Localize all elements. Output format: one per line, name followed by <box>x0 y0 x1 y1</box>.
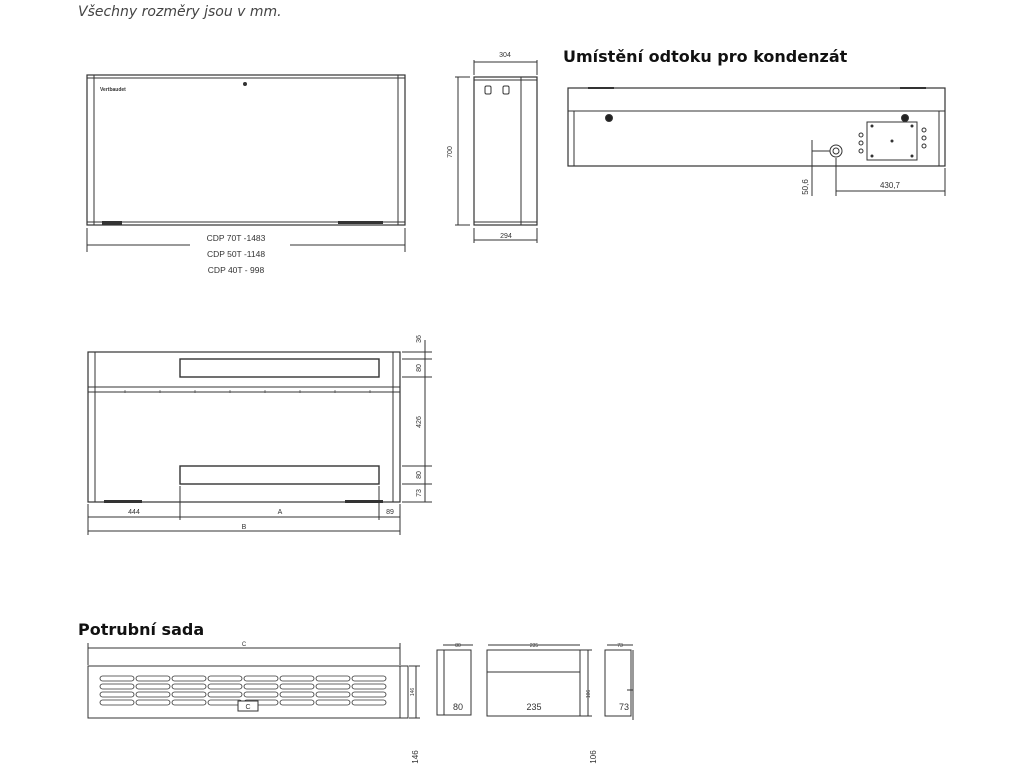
pipe-kit-part-3 <box>487 643 592 716</box>
rear-dim-b: B <box>241 524 247 531</box>
rear-dim-89: 89 <box>386 509 394 516</box>
pipe-kit-part-2 <box>437 643 473 715</box>
rear-view <box>88 335 432 535</box>
brand-label: Vertbaudet <box>100 87 126 93</box>
rear-dim-426: 426 <box>416 416 423 428</box>
part3-top-label: 235 <box>529 643 539 649</box>
grille-center-label: C <box>245 704 251 711</box>
drain-vertical-dimension: 50,6 <box>801 179 810 195</box>
side-height: 700 <box>447 146 454 158</box>
part2-top-label: 80 <box>455 643 461 649</box>
below-label-106: 106 <box>589 750 598 764</box>
rear-dim-80-bottom: 80 <box>416 471 423 479</box>
rear-dim-73: 73 <box>416 489 423 497</box>
grille-height-label: 146 <box>410 687 416 697</box>
part4-top-label: 73 <box>617 643 623 649</box>
dimensions-note: Všechny rozměry jsou v mm. <box>78 4 282 20</box>
rear-dim-a: A <box>277 509 283 516</box>
below-label-146: 146 <box>411 750 420 764</box>
model-dimension-2: CDP 50T -1148 <box>206 249 266 259</box>
drain-horizontal-dimension: 430,7 <box>879 181 901 190</box>
grille-width-label: C <box>241 642 247 648</box>
rear-dim-36: 36 <box>416 335 423 343</box>
drain-view <box>568 87 945 196</box>
rear-dim-444: 444 <box>128 509 140 516</box>
front-view <box>87 75 405 275</box>
drain-heading: Umístění odtoku pro kondenzát <box>563 47 848 66</box>
part3-value: 235 <box>526 702 542 712</box>
part2-value: 80 <box>452 702 464 712</box>
side-bottom-width: 294 <box>500 233 512 240</box>
model-dimension-1: CDP 70T -1483 <box>206 233 266 243</box>
part3-side-label: 106 <box>586 689 592 699</box>
model-dimension-3: CDP 40T - 998 <box>207 265 265 275</box>
pipe-kit-grille <box>88 642 420 718</box>
side-top-width: 304 <box>499 52 511 59</box>
pipe-kit-heading: Potrubní sada <box>78 620 205 639</box>
pipe-kit-part-4 <box>605 643 633 720</box>
part4-value: 73 <box>618 702 630 712</box>
rear-dim-80-top: 80 <box>416 364 423 372</box>
side-view <box>447 52 537 243</box>
